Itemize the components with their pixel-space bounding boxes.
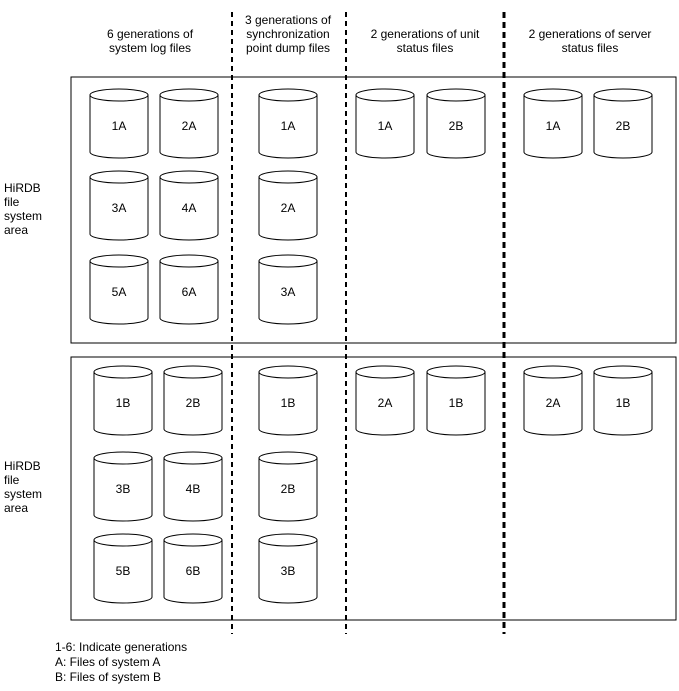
file-cylinder [259,171,317,240]
file-cylinder [524,366,582,435]
header-server-status: 2 generations of server status files [528,27,652,55]
file-label: 2A [377,396,393,410]
file-label: 3A [111,201,127,215]
file-cylinder [160,89,218,158]
file-cylinder [160,171,218,240]
file-label: 1A [280,119,296,133]
file-label: 1A [111,119,127,133]
file-cylinder [90,255,148,324]
file-label: 6A [181,285,197,299]
file-cylinder [164,452,222,521]
file-cylinder [356,366,414,435]
file-cylinder [94,366,152,435]
file-cylinder [594,89,652,158]
file-label: 2A [280,201,296,215]
legend [55,640,187,685]
file-label: 2B [448,119,464,133]
file-label: 5B [115,564,131,578]
file-label: 3B [280,564,296,578]
file-label: 2A [181,119,197,133]
file-cylinder [94,452,152,521]
file-label: 1B [115,396,131,410]
file-label: 3B [115,482,131,496]
file-cylinder [427,366,485,435]
file-label: 1A [545,119,561,133]
file-label: 1B [448,396,464,410]
file-label: 6B [185,564,201,578]
area-label-bottom: HiRDB file system area [4,459,43,515]
file-cylinder [90,89,148,158]
header-unit-status: 2 generations of unit status files [370,27,480,55]
header-system-log: 6 generations of system log files [106,27,194,55]
header-sync-point-dump: 3 generations of synchronization point dump files [244,13,332,55]
file-label: 3A [280,285,296,299]
file-cylinder [259,89,317,158]
file-cylinder [594,366,652,435]
file-label: 5A [111,285,127,299]
file-label: 4A [181,201,197,215]
file-label: 1A [377,119,393,133]
file-cylinder [524,89,582,158]
legend-system-b: B: Files of system B [55,670,162,684]
file-label: 2B [280,482,296,496]
legend-generations: 1-6: Indicate generations [55,640,188,654]
file-label: 4B [185,482,201,496]
area-label-top: HiRDB file system area [4,181,43,237]
file-cylinder [427,89,485,158]
file-cylinder [259,452,317,521]
file-label: 1B [280,396,296,410]
file-label: 2B [185,396,201,410]
file-cylinder [90,171,148,240]
file-cylinder [259,366,317,435]
file-cylinder [164,534,222,603]
file-cylinder [160,255,218,324]
file-label: 2B [615,119,631,133]
legend-system-a: A: Files of system A [55,655,161,669]
file-cylinder [259,255,317,324]
file-cylinder [356,89,414,158]
file-cylinder [94,534,152,603]
file-label: 2A [545,396,561,410]
file-cylinder [259,534,317,603]
file-label: 1B [615,396,631,410]
file-cylinder [164,366,222,435]
